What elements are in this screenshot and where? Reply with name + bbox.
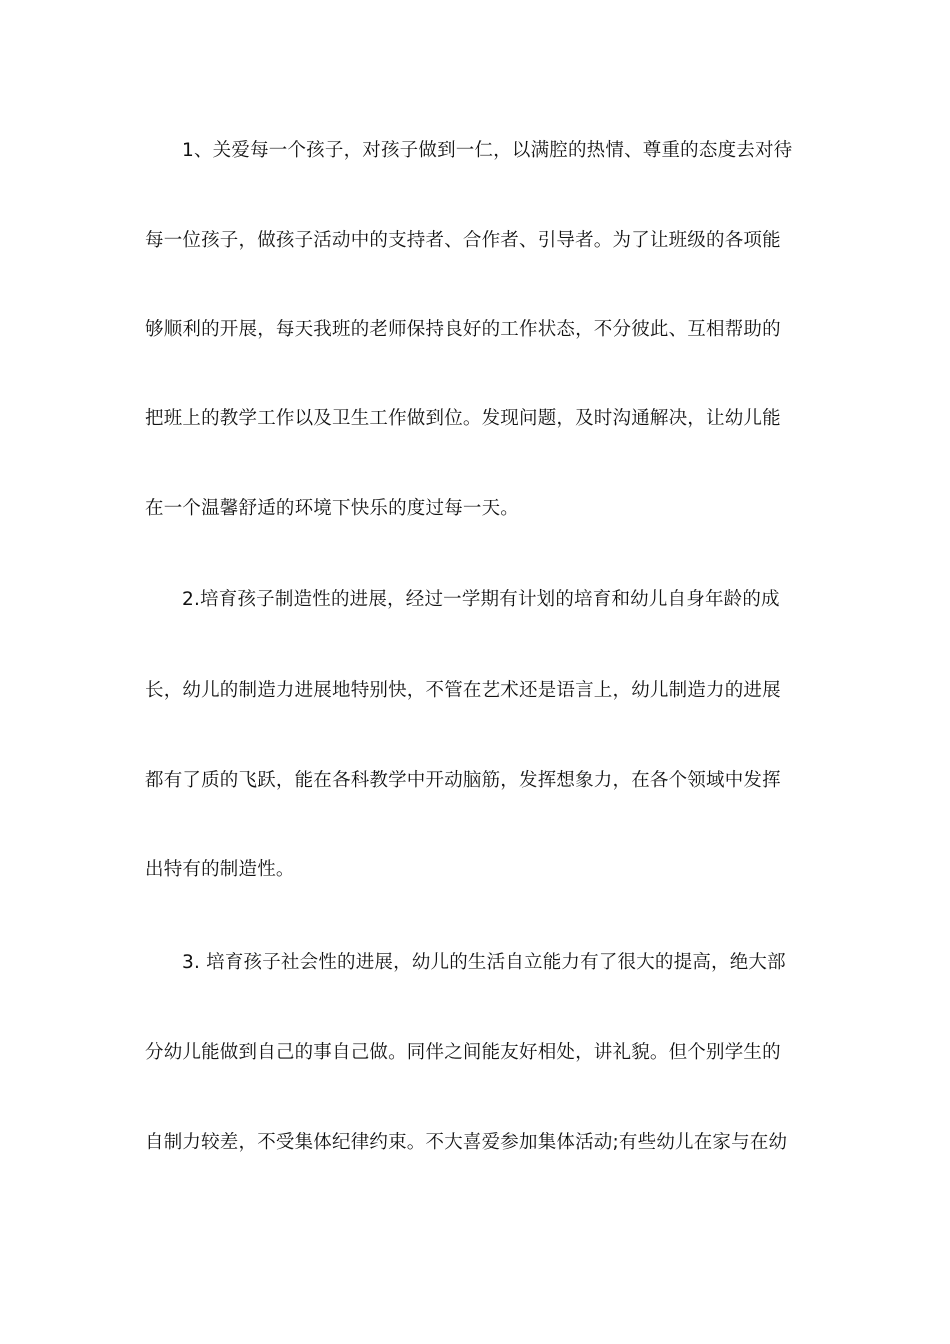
paragraph-3-line-1: 3. 培育孩子社会性的进展，幼儿的生活自立能力有了很大的提高，绝大部 [182, 952, 786, 973]
paragraph-3-line-3: 自制力较差，不受集体纪律约束。不大喜爱参加集体活动;有些幼儿在家与在幼 [145, 1132, 788, 1153]
paragraph-1-line-2: 每一位孩子，做孩子活动中的支持者、合作者、引导者。为了让班级的各项能 [145, 230, 781, 251]
paragraph-3-line-2: 分幼儿能做到自己的事自己做。同伴之间能友好相处，讲礼貌。但个别学生的 [145, 1042, 781, 1063]
paragraph-1-line-3: 够顺利的开展，每天我班的老师保持良好的工作状态，不分彼此、互相帮助的 [145, 319, 781, 340]
paragraph-2-line-1: 2.培育孩子制造性的进展，经过一学期有计划的培育和幼儿自身年龄的成 [182, 589, 780, 610]
paragraph-1-line-5: 在一个温馨舒适的环境下快乐的度过每一天。 [145, 498, 520, 519]
paragraph-2-line-3: 都有了质的飞跃，能在各科教学中开动脑筋，发挥想象力，在各个领域中发挥 [145, 770, 781, 791]
paragraph-1-line-1: 1、关爱每一个孩子，对孩子做到一仁，以满腔的热情、尊重的态度去对待 [182, 140, 793, 161]
paragraph-2-line-4: 出特有的制造性。 [145, 859, 295, 880]
paragraph-2-line-2: 长，幼儿的制造力进展地特别快，不管在艺术还是语言上，幼儿制造力的进展 [145, 680, 781, 701]
paragraph-1-line-4: 把班上的教学工作以及卫生工作做到位。发现问题，及时沟通解决，让幼儿能 [145, 408, 781, 429]
